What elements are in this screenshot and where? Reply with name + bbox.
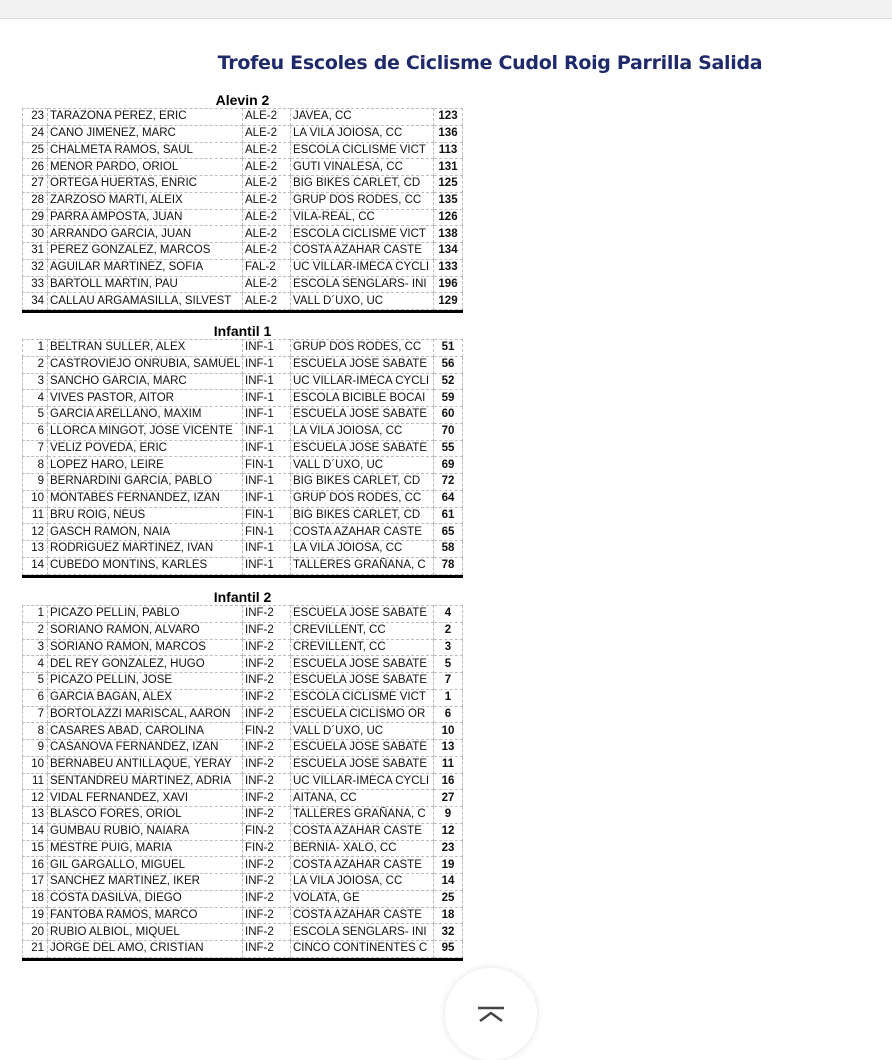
rider-name-cell: DEL REY GONZALEZ, HUGO xyxy=(48,656,243,673)
table-row xyxy=(23,490,463,507)
position-cell: 33 xyxy=(23,276,48,293)
bib-number-cell: 1 xyxy=(434,689,463,706)
bib-number-cell: 18 xyxy=(434,907,463,924)
rider-name-cell: CASARES ABAD, CAROLINA xyxy=(48,723,243,740)
position-cell: 15 xyxy=(23,840,48,857)
position-cell: 2 xyxy=(23,356,48,373)
bib-number-cell: 123 xyxy=(434,109,463,126)
category-cell: INF-2 xyxy=(243,874,291,891)
club-cell: GRUP DOS RODES, CC xyxy=(291,192,434,209)
bib-number-cell: 13 xyxy=(434,740,463,757)
club-cell: BIG BIKES CARLET, CD xyxy=(291,507,434,524)
position-cell: 25 xyxy=(23,142,48,159)
category-cell: INF-1 xyxy=(243,340,291,357)
bib-number-cell: 131 xyxy=(434,159,463,176)
bib-number-cell: 133 xyxy=(434,259,463,276)
category-cell: INF-2 xyxy=(243,857,291,874)
club-cell: CREVILLENT, CC xyxy=(291,639,434,656)
table-row xyxy=(23,276,463,293)
bib-number-cell: 196 xyxy=(434,276,463,293)
bib-number-cell: 59 xyxy=(434,390,463,407)
bib-number-cell: 23 xyxy=(434,840,463,857)
position-cell: 24 xyxy=(23,125,48,142)
bib-number-cell: 72 xyxy=(434,474,463,491)
club-cell: GRUP DOS RODES, CC xyxy=(291,490,434,507)
position-cell: 12 xyxy=(23,524,48,541)
section-divider xyxy=(22,310,463,313)
rider-name-cell: BRU ROIG, NEUS xyxy=(48,507,243,524)
rider-name-cell: JORGE DEL AMO, CRISTIAN xyxy=(48,941,243,958)
rider-name-cell: RUBIO ALBIOL, MIQUEL xyxy=(48,924,243,941)
position-cell: 23 xyxy=(23,109,48,126)
table-row xyxy=(23,423,463,440)
bib-number-cell: 32 xyxy=(434,924,463,941)
table-row xyxy=(23,773,463,790)
position-cell: 5 xyxy=(23,407,48,424)
club-cell: VILA-REAL, CC xyxy=(291,209,434,226)
position-cell: 16 xyxy=(23,857,48,874)
table-row xyxy=(23,907,463,924)
table-row xyxy=(23,192,463,209)
rider-name-cell: GARCIA BAGAN, ALEX xyxy=(48,689,243,706)
section-divider xyxy=(22,958,463,961)
position-cell: 29 xyxy=(23,209,48,226)
rider-name-cell: VELIZ POVEDA, ERIC xyxy=(48,440,243,457)
section-infantil-1 xyxy=(22,323,463,578)
category-cell: ALE-2 xyxy=(243,209,291,226)
club-cell: CREVILLENT, CC xyxy=(291,622,434,639)
club-cell: LA VILA JOIOSA, CC xyxy=(291,541,434,558)
category-cell: INF-1 xyxy=(243,423,291,440)
rider-name-cell: GARCIA ARELLANO, MAXIM xyxy=(48,407,243,424)
table-row xyxy=(23,109,463,126)
club-cell: LA VILA JOIOSA, CC xyxy=(291,125,434,142)
position-cell: 4 xyxy=(23,656,48,673)
position-cell: 6 xyxy=(23,689,48,706)
club-cell: COSTA AZAHAR CASTE xyxy=(291,524,434,541)
table-row xyxy=(23,823,463,840)
bib-number-cell: 113 xyxy=(434,142,463,159)
club-cell: ESCUELA CICLISMO OR xyxy=(291,706,434,723)
club-cell: BIG BIKES CARLET, CD xyxy=(291,176,434,193)
category-cell: ALE-2 xyxy=(243,226,291,243)
club-cell: ESCUELA JOSE SABATE xyxy=(291,756,434,773)
rider-name-cell: BLASCO FORES, ORIOL xyxy=(48,807,243,824)
rider-name-cell: SENTANDREU MARTINEZ, ADRIA xyxy=(48,773,243,790)
table-row xyxy=(23,706,463,723)
category-cell: ALE-2 xyxy=(243,176,291,193)
table-row xyxy=(23,622,463,639)
table-row xyxy=(23,259,463,276)
table-row xyxy=(23,740,463,757)
club-cell: ESCOLA CICLISME VICT xyxy=(291,689,434,706)
table-row xyxy=(23,407,463,424)
bib-number-cell: 6 xyxy=(434,706,463,723)
table-row xyxy=(23,756,463,773)
rider-name-cell: LOPEZ HARO, LEIRE xyxy=(48,457,243,474)
bib-number-cell: 11 xyxy=(434,756,463,773)
section-title: Alevin 2 xyxy=(215,92,270,108)
position-cell: 11 xyxy=(23,507,48,524)
category-cell: ALE-2 xyxy=(243,243,291,260)
club-cell: VALL D´UXO, UC xyxy=(291,723,434,740)
start-grid-table xyxy=(22,108,463,310)
position-cell: 10 xyxy=(23,490,48,507)
club-cell: ESCUELA JOSE SABATE xyxy=(291,656,434,673)
club-cell: ESCUELA JOSE SABATE xyxy=(291,740,434,757)
rider-name-cell: SORIANO RAMON, MARCOS xyxy=(48,639,243,656)
club-cell: VALL D´UXO, UC xyxy=(291,457,434,474)
category-cell: INF-2 xyxy=(243,656,291,673)
rider-name-cell: GASCH RAMON, NAIA xyxy=(48,524,243,541)
table-row xyxy=(23,557,463,574)
rider-name-cell: BORTOLAZZI MARISCAL, AARON xyxy=(48,706,243,723)
club-cell: ESCOLA CICLISME VICT xyxy=(291,226,434,243)
table-row xyxy=(23,790,463,807)
rider-name-cell: ZARZOSO MARTI, ALEIX xyxy=(48,192,243,209)
club-cell: JAVEA, CC xyxy=(291,109,434,126)
position-cell: 17 xyxy=(23,874,48,891)
bib-number-cell: 9 xyxy=(434,807,463,824)
rider-name-cell: CUBEDO MONTINS, KARLES xyxy=(48,557,243,574)
position-cell: 30 xyxy=(23,226,48,243)
club-cell: COSTA AZAHAR CASTE xyxy=(291,823,434,840)
position-cell: 13 xyxy=(23,541,48,558)
table-row xyxy=(23,226,463,243)
rider-name-cell: AGUILAR MARTINEZ, SOFIA xyxy=(48,259,243,276)
rider-name-cell: CASANOVA FERNANDEZ, IZAN xyxy=(48,740,243,757)
club-cell: UC VILLAR-IMECA CYCLI xyxy=(291,773,434,790)
rider-name-cell: MESTRE PUIG, MARIA xyxy=(48,840,243,857)
category-cell: INF-2 xyxy=(243,907,291,924)
club-cell: BERNIA- XALO, CC xyxy=(291,840,434,857)
category-cell: INF-2 xyxy=(243,689,291,706)
category-cell: INF-1 xyxy=(243,390,291,407)
category-cell: FIN-1 xyxy=(243,457,291,474)
rider-name-cell: LLORCA MINGOT, JOSE VICENTE xyxy=(48,423,243,440)
table-row xyxy=(23,356,463,373)
bib-number-cell: 95 xyxy=(434,941,463,958)
table-row xyxy=(23,639,463,656)
category-cell: INF-1 xyxy=(243,356,291,373)
position-cell: 11 xyxy=(23,773,48,790)
rider-name-cell: RODRIGUEZ MARTINEZ, IVAN xyxy=(48,541,243,558)
section-title: Infantil 1 xyxy=(213,323,272,339)
category-cell: ALE-2 xyxy=(243,159,291,176)
category-cell: INF-1 xyxy=(243,557,291,574)
rider-name-cell: CASTROVIEJO ONRUBIA, SAMUEL xyxy=(48,356,243,373)
category-cell: INF-2 xyxy=(243,673,291,690)
category-cell: FIN-1 xyxy=(243,507,291,524)
club-cell: LA VILA JOIOSA, CC xyxy=(291,423,434,440)
rider-name-cell: BELTRAN SULLER, ALEX xyxy=(48,340,243,357)
position-cell: 14 xyxy=(23,823,48,840)
position-cell: 14 xyxy=(23,557,48,574)
bib-number-cell: 14 xyxy=(434,874,463,891)
category-cell: ALE-2 xyxy=(243,125,291,142)
club-cell: LA VILA JOIOSA, CC xyxy=(291,874,434,891)
position-cell: 20 xyxy=(23,924,48,941)
bib-number-cell: 135 xyxy=(434,192,463,209)
position-cell: 3 xyxy=(23,373,48,390)
club-cell: ESCOLA BICIBLE BOCAI xyxy=(291,390,434,407)
club-cell: VOLATA, GE xyxy=(291,890,434,907)
position-cell: 18 xyxy=(23,890,48,907)
table-row xyxy=(23,209,463,226)
rider-name-cell: GIL GARGALLO, MIGUEL xyxy=(48,857,243,874)
category-cell: ALE-2 xyxy=(243,192,291,209)
rider-name-cell: ORTEGA HUERTAS, ENRIC xyxy=(48,176,243,193)
bib-number-cell: 64 xyxy=(434,490,463,507)
category-cell: ALE-2 xyxy=(243,142,291,159)
bib-number-cell: 25 xyxy=(434,890,463,907)
category-cell: INF-1 xyxy=(243,440,291,457)
position-cell: 6 xyxy=(23,423,48,440)
rider-name-cell: BERNABEU ANTILLAQUE, YERAY xyxy=(48,756,243,773)
bib-number-cell: 12 xyxy=(434,823,463,840)
category-cell: INF-2 xyxy=(243,606,291,623)
category-cell: ALE-2 xyxy=(243,276,291,293)
section-infantil-2 xyxy=(22,589,463,961)
category-cell: INF-2 xyxy=(243,773,291,790)
category-cell: INF-1 xyxy=(243,490,291,507)
table-row xyxy=(23,541,463,558)
position-cell: 28 xyxy=(23,192,48,209)
club-cell: GRUP DOS RODES, CC xyxy=(291,340,434,357)
table-row xyxy=(23,673,463,690)
bib-number-cell: 65 xyxy=(434,524,463,541)
bib-number-cell: 134 xyxy=(434,243,463,260)
category-cell: INF-2 xyxy=(243,740,291,757)
bib-number-cell: 52 xyxy=(434,373,463,390)
scroll-to-top-icon xyxy=(476,1006,506,1022)
table-row xyxy=(23,723,463,740)
bib-number-cell: 136 xyxy=(434,125,463,142)
table-row xyxy=(23,440,463,457)
table-row xyxy=(23,890,463,907)
rider-name-cell: SORIANO RAMON, ALVARO xyxy=(48,622,243,639)
club-cell: ESCUELA JOSE SABATE xyxy=(291,673,434,690)
scroll-to-top-button[interactable] xyxy=(445,968,537,1060)
club-cell: TALLERES GRAÑANA, C xyxy=(291,807,434,824)
page-title: Trofeu Escoles de Ciclisme Cudol Roig Parrilla Salida xyxy=(217,52,763,74)
bib-number-cell: 125 xyxy=(434,176,463,193)
bib-number-cell: 19 xyxy=(434,857,463,874)
club-cell: UC VILLAR-IMECA CYCLI xyxy=(291,259,434,276)
bib-number-cell: 69 xyxy=(434,457,463,474)
table-row xyxy=(23,606,463,623)
category-cell: INF-2 xyxy=(243,706,291,723)
position-cell: 4 xyxy=(23,390,48,407)
category-cell: INF-1 xyxy=(243,474,291,491)
bib-number-cell: 16 xyxy=(434,773,463,790)
category-cell: INF-2 xyxy=(243,790,291,807)
club-cell: ESCUELA JOSE SABATE xyxy=(291,407,434,424)
category-cell: FIN-2 xyxy=(243,823,291,840)
category-cell: INF-2 xyxy=(243,890,291,907)
club-cell: TALLERES GRAÑANA, C xyxy=(291,557,434,574)
category-cell: INF-2 xyxy=(243,622,291,639)
position-cell: 1 xyxy=(23,340,48,357)
table-row xyxy=(23,340,463,357)
club-cell: CINCO CONTINENTES C xyxy=(291,941,434,958)
table-row xyxy=(23,941,463,958)
table-row xyxy=(23,176,463,193)
club-cell: COSTA AZAHAR CASTE xyxy=(291,907,434,924)
category-cell: INF-1 xyxy=(243,373,291,390)
rider-name-cell: MONTABES FERNANDEZ, IZAN xyxy=(48,490,243,507)
position-cell: 9 xyxy=(23,740,48,757)
bib-number-cell: 27 xyxy=(434,790,463,807)
table-row xyxy=(23,656,463,673)
category-cell: INF-1 xyxy=(243,407,291,424)
rider-name-cell: PICAZO PELLIN, PABLO xyxy=(48,606,243,623)
position-cell: 8 xyxy=(23,723,48,740)
rider-name-cell: BERNARDINI GARCIA, PABLO xyxy=(48,474,243,491)
bib-number-cell: 3 xyxy=(434,639,463,656)
category-cell: FIN-2 xyxy=(243,840,291,857)
table-row xyxy=(23,243,463,260)
rider-name-cell: VIDAL FERNANDEZ, XAVI xyxy=(48,790,243,807)
bib-number-cell: 58 xyxy=(434,541,463,558)
table-row xyxy=(23,507,463,524)
category-cell: INF-2 xyxy=(243,941,291,958)
table-row xyxy=(23,390,463,407)
rider-name-cell: PEREZ GONZALEZ, MARCOS xyxy=(48,243,243,260)
club-cell: ESCUELA JOSE SABATE xyxy=(291,356,434,373)
rider-name-cell: VIVES PASTOR, AITOR xyxy=(48,390,243,407)
table-row xyxy=(23,807,463,824)
rider-name-cell: GUMBAU RUBIO, NAIARA xyxy=(48,823,243,840)
position-cell: 1 xyxy=(23,606,48,623)
table-row xyxy=(23,524,463,541)
rider-name-cell: PARRA AMPOSTA, JUAN xyxy=(48,209,243,226)
table-row xyxy=(23,924,463,941)
bib-number-cell: 55 xyxy=(434,440,463,457)
bib-number-cell: 70 xyxy=(434,423,463,440)
table-row xyxy=(23,689,463,706)
table-row xyxy=(23,840,463,857)
rider-name-cell: SANCHEZ MARTINEZ, IKER xyxy=(48,874,243,891)
position-cell: 19 xyxy=(23,907,48,924)
table-row xyxy=(23,474,463,491)
rider-name-cell: PICAZO PELLIN, JOSE xyxy=(48,673,243,690)
rider-name-cell: ARRANDO GARCIA, JUAN xyxy=(48,226,243,243)
position-cell: 26 xyxy=(23,159,48,176)
position-cell: 32 xyxy=(23,259,48,276)
position-cell: 21 xyxy=(23,941,48,958)
club-cell: COSTA AZAHAR CASTE xyxy=(291,243,434,260)
position-cell: 2 xyxy=(23,622,48,639)
bib-number-cell: 129 xyxy=(434,293,463,310)
bib-number-cell: 60 xyxy=(434,407,463,424)
club-cell: VALL D´UXO, UC xyxy=(291,293,434,310)
position-cell: 34 xyxy=(23,293,48,310)
rider-name-cell: CALLAU ARGAMASILLA, SILVEST xyxy=(48,293,243,310)
rider-name-cell: COSTA DASILVA, DIEGO xyxy=(48,890,243,907)
bib-number-cell: 61 xyxy=(434,507,463,524)
club-cell: ESCUELA JOSE SABATE xyxy=(291,440,434,457)
section-alevin-2 xyxy=(22,92,463,313)
category-cell: INF-2 xyxy=(243,924,291,941)
bib-number-cell: 138 xyxy=(434,226,463,243)
position-cell: 5 xyxy=(23,673,48,690)
category-cell: INF-2 xyxy=(243,639,291,656)
start-grid-table xyxy=(22,339,463,575)
category-cell: INF-2 xyxy=(243,807,291,824)
club-cell: ESCOLA CICLISME VICT xyxy=(291,142,434,159)
section-title: Infantil 2 xyxy=(213,589,272,605)
bib-number-cell: 5 xyxy=(434,656,463,673)
position-cell: 3 xyxy=(23,639,48,656)
table-row xyxy=(23,142,463,159)
position-cell: 9 xyxy=(23,474,48,491)
rider-name-cell: SANCHO GARCIA, MARC xyxy=(48,373,243,390)
bib-number-cell: 51 xyxy=(434,340,463,357)
table-row xyxy=(23,874,463,891)
table-row xyxy=(23,457,463,474)
position-cell: 12 xyxy=(23,790,48,807)
rider-name-cell: MENOR PARDO, ORIOL xyxy=(48,159,243,176)
position-cell: 7 xyxy=(23,440,48,457)
table-row xyxy=(23,125,463,142)
start-grid-table xyxy=(22,605,463,958)
bib-number-cell: 126 xyxy=(434,209,463,226)
table-row xyxy=(23,293,463,310)
club-cell: ESCUELA JOSE SABATE xyxy=(291,606,434,623)
position-cell: 31 xyxy=(23,243,48,260)
category-cell: ALE-2 xyxy=(243,109,291,126)
position-cell: 13 xyxy=(23,807,48,824)
section-divider xyxy=(22,575,463,578)
table-row xyxy=(23,857,463,874)
table-row xyxy=(23,373,463,390)
position-cell: 7 xyxy=(23,706,48,723)
club-cell: ESCOLA SENGLARS- INI xyxy=(291,276,434,293)
club-cell: ESCOLA SENGLARS- INI xyxy=(291,924,434,941)
club-cell: BIG BIKES CARLET, CD xyxy=(291,474,434,491)
category-cell: FIN-2 xyxy=(243,723,291,740)
position-cell: 8 xyxy=(23,457,48,474)
category-cell: INF-1 xyxy=(243,541,291,558)
rider-name-cell: BARTOLL MARTIN, PAU xyxy=(48,276,243,293)
club-cell: COSTA AZAHAR CASTE xyxy=(291,857,434,874)
table-row xyxy=(23,159,463,176)
bib-number-cell: 10 xyxy=(434,723,463,740)
rider-name-cell: TARAZONA PEREZ, ERIC xyxy=(48,109,243,126)
club-cell: GUTI VINALESA, CC xyxy=(291,159,434,176)
club-cell: AITANA, CC xyxy=(291,790,434,807)
bib-number-cell: 2 xyxy=(434,622,463,639)
category-cell: FAL-2 xyxy=(243,259,291,276)
bib-number-cell: 7 xyxy=(434,673,463,690)
position-cell: 10 xyxy=(23,756,48,773)
bib-number-cell: 78 xyxy=(434,557,463,574)
bib-number-cell: 56 xyxy=(434,356,463,373)
category-cell: FIN-1 xyxy=(243,524,291,541)
rider-name-cell: CANO JIMENEZ, MARC xyxy=(48,125,243,142)
bib-number-cell: 4 xyxy=(434,606,463,623)
position-cell: 27 xyxy=(23,176,48,193)
category-cell: INF-2 xyxy=(243,756,291,773)
club-cell: UC VILLAR-IMECA CYCLI xyxy=(291,373,434,390)
category-cell: ALE-2 xyxy=(243,293,291,310)
browser-top-bar xyxy=(0,0,892,19)
rider-name-cell: FANTOBA RAMOS, MARCO xyxy=(48,907,243,924)
rider-name-cell: CHALMETA RAMOS, SAUL xyxy=(48,142,243,159)
